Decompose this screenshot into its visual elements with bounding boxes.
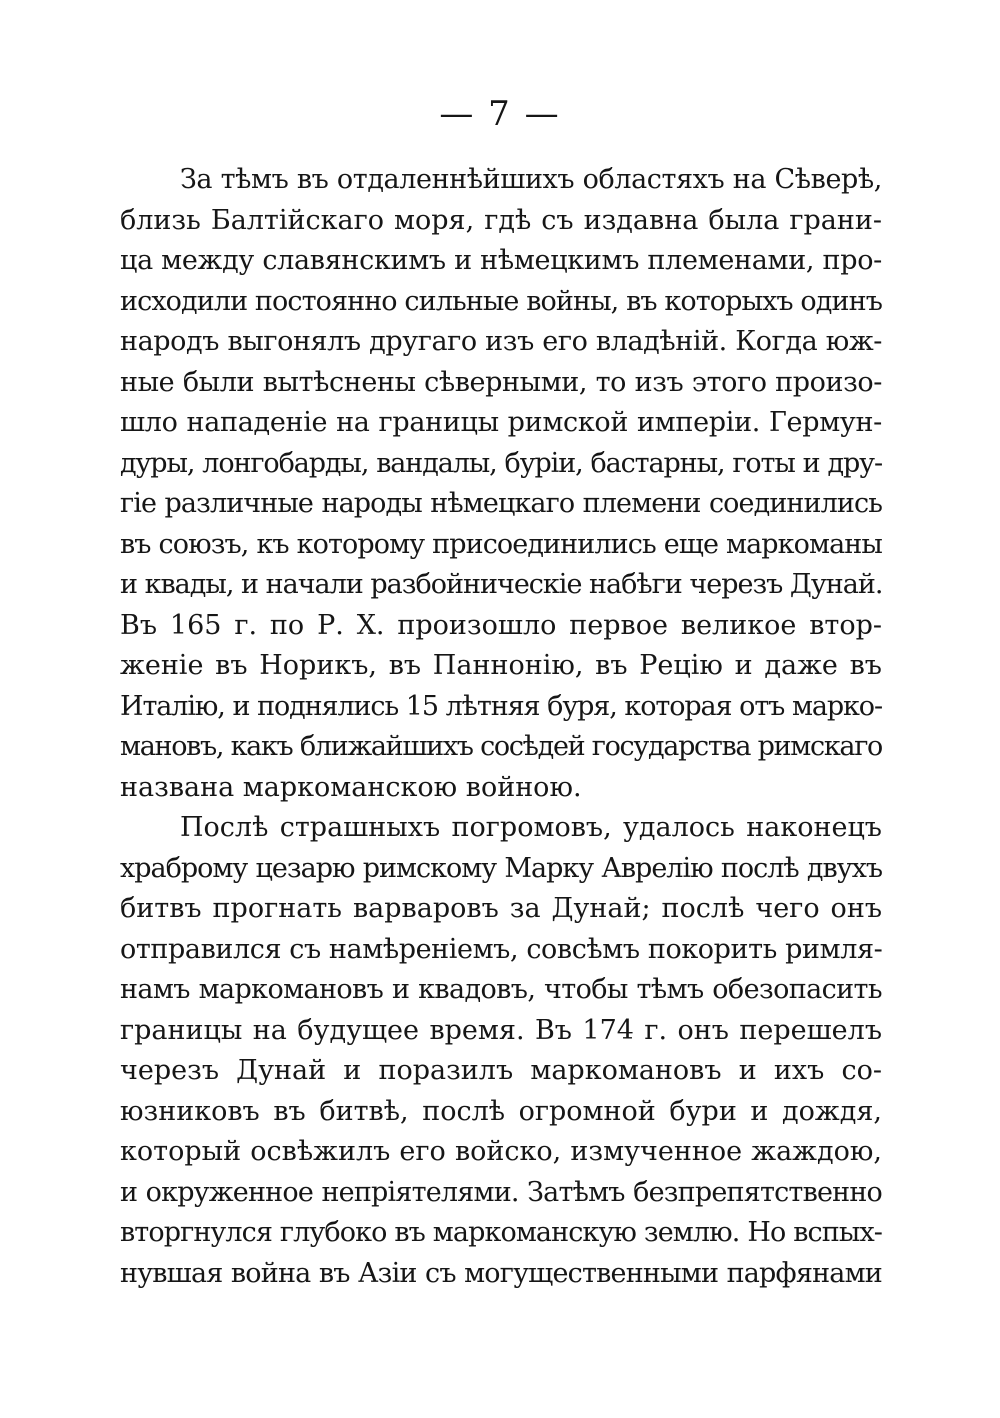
text-line: шло нападеніе на границы римской имперіи. Гермун- xyxy=(120,407,882,438)
text-line: дуры, лонгобарды, вандалы, буріи, бастарны, готы и дру- xyxy=(120,447,882,479)
text-line: Въ 165 г. по Р. Х. произошло первое великое втор- xyxy=(120,609,882,641)
text-line: черезъ Дунай и поразилъ маркомановъ и ихъ со- xyxy=(120,1055,882,1086)
text-line: отправился съ намѣреніемъ, совсѣмъ покорить римля- xyxy=(120,933,883,965)
paragraph xyxy=(120,160,882,808)
text-line: гіе различные народы нѣмецкаго племени соединились xyxy=(120,488,882,519)
text-line: ца между славянскимъ и нѣмецкимъ племенами, про- xyxy=(120,245,882,276)
text-line: народъ выгонялъ другаго изъ его владѣній. Когда юж- xyxy=(120,326,882,357)
text-line: мановъ, какъ ближайшихъ сосѣдей государства римскаго xyxy=(120,731,882,762)
text-line: битвъ прогнать варваровъ за Дунай; послѣ чего онъ xyxy=(120,893,882,924)
text-line: ные были вытѣснены сѣверными, то изъ этого произо- xyxy=(120,366,882,398)
body-text xyxy=(120,160,882,1294)
text-line: Послѣ страшныхъ погромовъ, удалось наконецъ xyxy=(180,812,882,843)
text-line: и квады, и начали разбойническіе набѣги черезъ Дунай. xyxy=(120,569,883,600)
text-line: исходили постоянно сильные войны, въ которыхъ одинъ xyxy=(120,285,882,317)
text-line: который освѣжилъ его войско, измученное жаждою, xyxy=(120,1136,882,1167)
text-line: близь Балтійскаго моря, гдѣ съ издавна была грани- xyxy=(120,204,882,236)
page-number: — 7 — xyxy=(439,94,561,134)
text-line: намъ маркомановъ и квадовъ, чтобы тѣмъ обезопасить xyxy=(120,974,882,1005)
text-line: названа маркоманскою войною. xyxy=(120,771,582,803)
text-line: вторгнулся глубоко въ маркоманскую землю. Но вспых- xyxy=(120,1217,882,1248)
text-line: и окруженное непріятелями. Затѣмъ безпрепятственно xyxy=(120,1176,882,1208)
text-line: границы на будущее время. Въ 174 г. онъ перешелъ xyxy=(120,1014,882,1046)
text-line: юзниковъ въ битвѣ, послѣ огромной бури и дождя, xyxy=(120,1095,882,1127)
text-line: храброму цезарю римскому Марку Аврелію послѣ двухъ xyxy=(120,852,882,884)
text-line: За тѣмъ въ отдаленнѣйшихъ областяхъ на Сѣверѣ, xyxy=(180,164,882,195)
paragraph xyxy=(120,808,882,1294)
text-line: нувшая война въ Азіи съ могущественными парфянами xyxy=(120,1257,882,1289)
text-line: въ союзъ, къ которому присоединились еще маркоманы xyxy=(120,528,882,560)
text-line: Италію, и поднялись 15 лѣтняя буря, которая отъ марко- xyxy=(120,690,882,722)
text-line: женіе въ Норикъ, въ Паннонію, въ Рецію и даже въ xyxy=(120,650,882,681)
